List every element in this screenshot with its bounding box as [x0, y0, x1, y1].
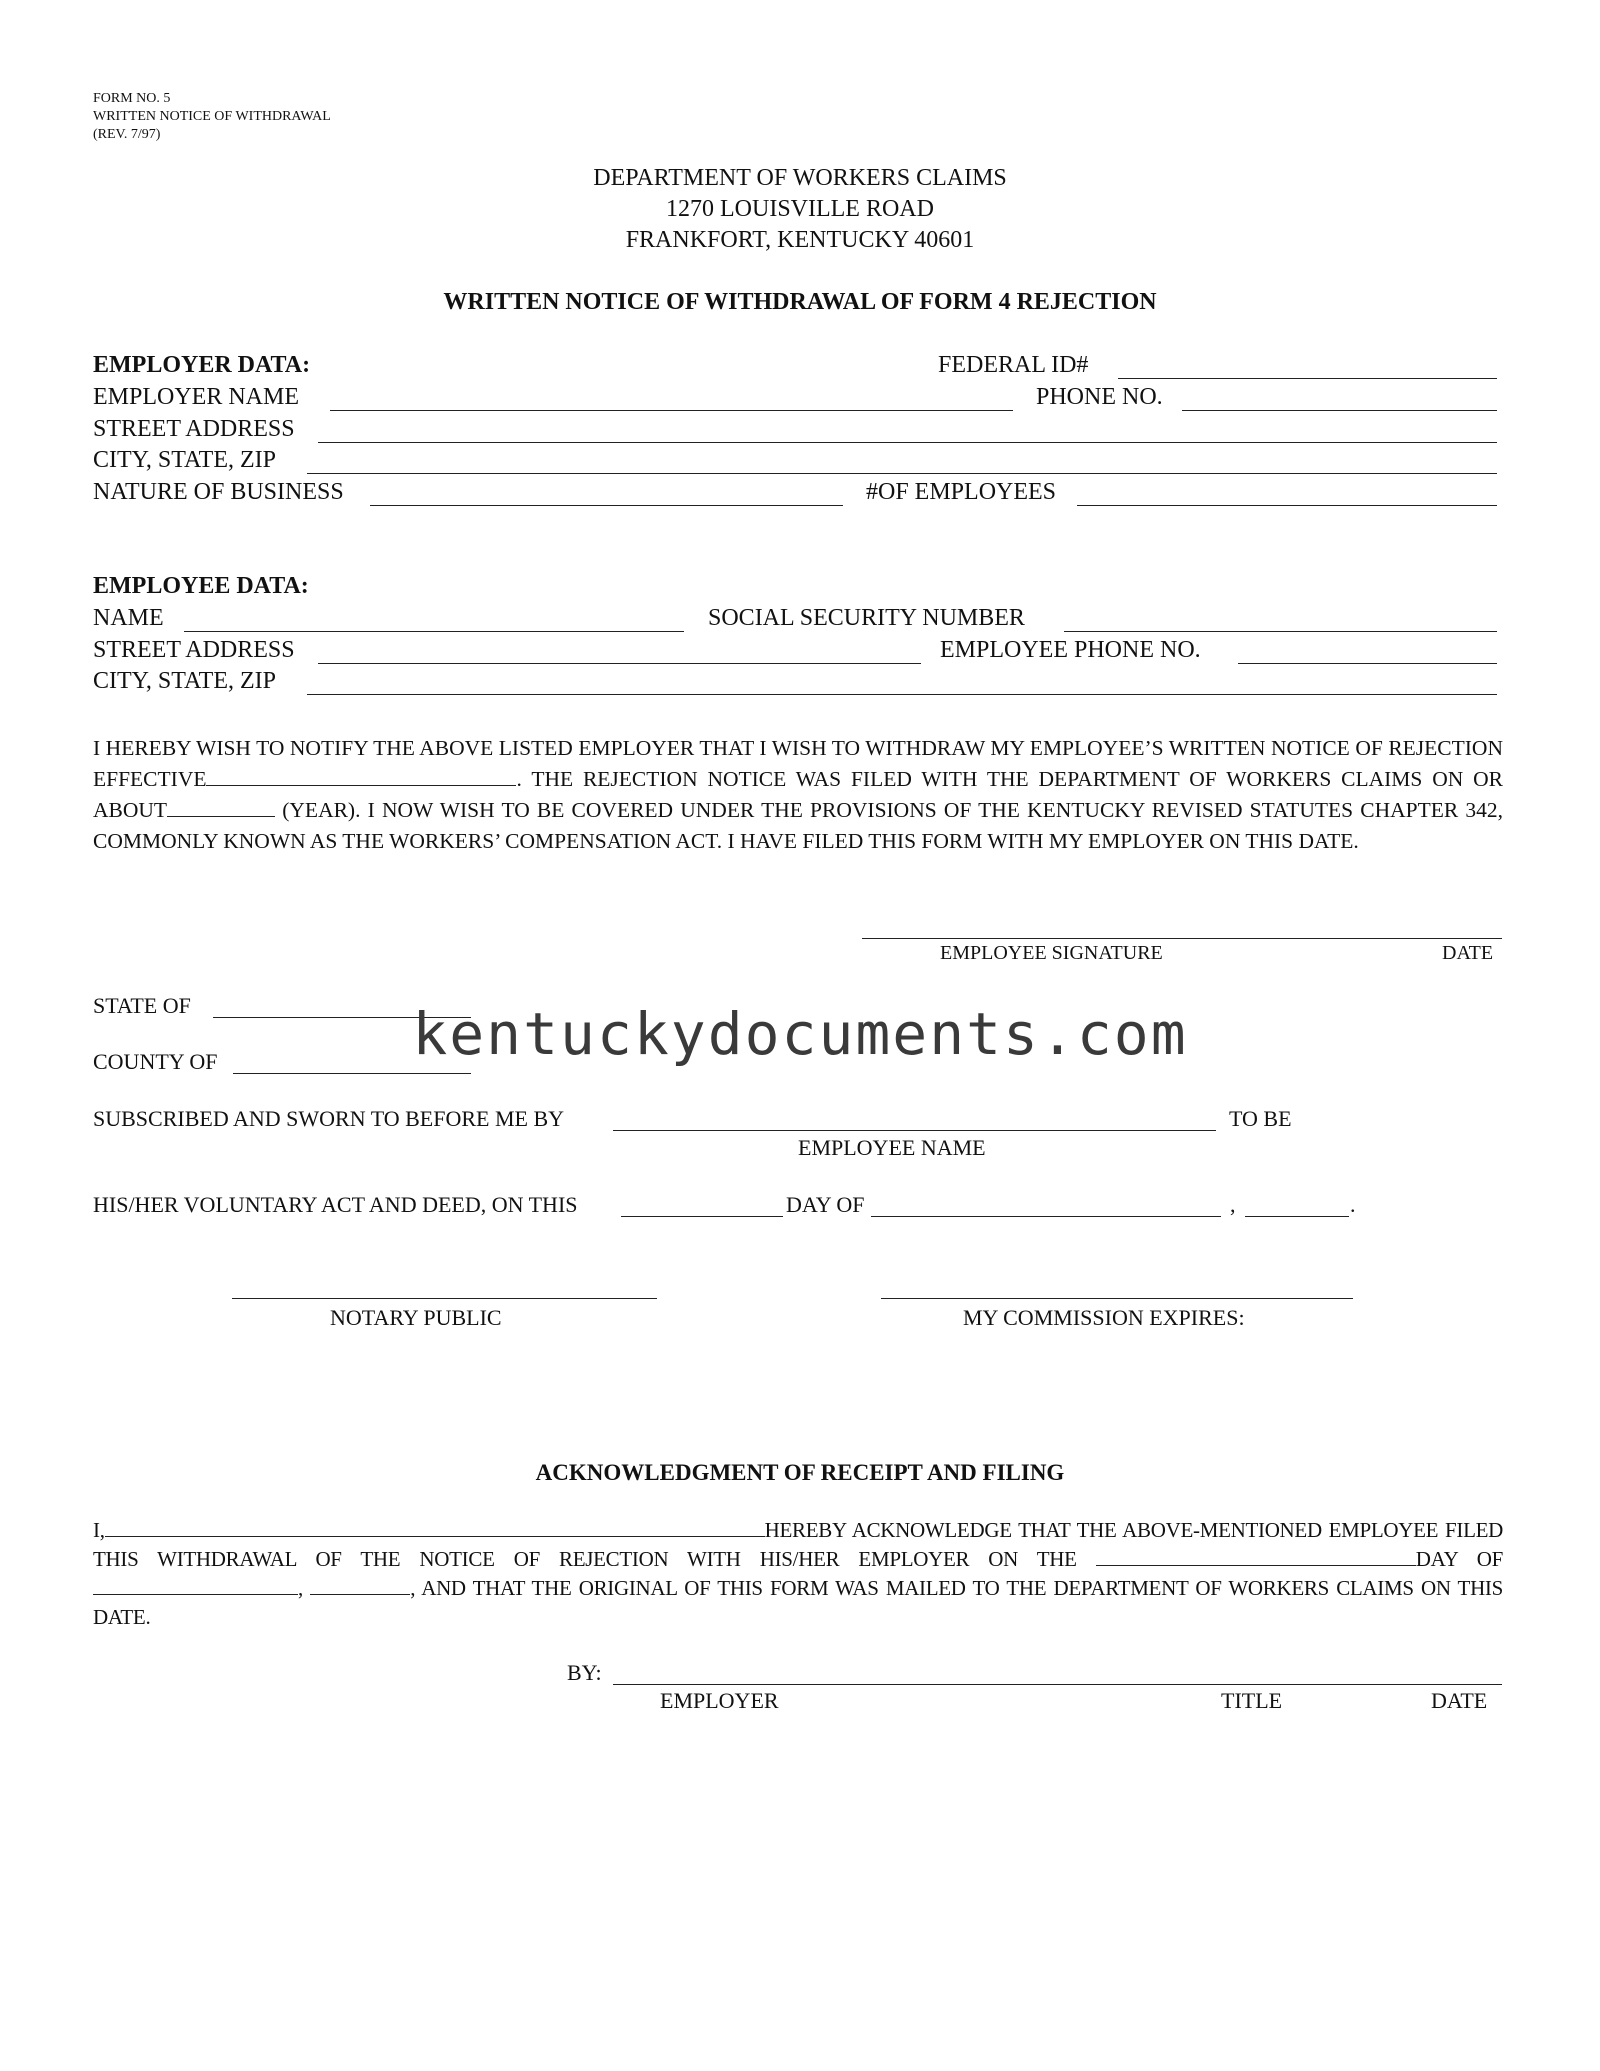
notice-part-2: . THE REJECTION NOTICE WAS FILED WITH THE DEPARTMENT OF WORKERS CLAIMS ON OR ABOUT — [93, 767, 1503, 822]
employee-phone-label: EMPLOYEE PHONE NO. — [940, 637, 1201, 663]
employee-city-field[interactable] — [307, 694, 1497, 695]
ack-comma-2: , — [410, 1576, 416, 1600]
federal-id-field[interactable] — [1118, 378, 1497, 379]
nature-of-business-label: NATURE OF BUSINESS — [93, 479, 344, 505]
ack-year-field[interactable] — [310, 1574, 410, 1595]
form-revision: (REV. 7/97) — [93, 127, 161, 142]
notary-public-caption: NOTARY PUBLIC — [330, 1305, 502, 1330]
ack-part-2: AND THAT THE ORIGINAL OF THIS FORM WAS MAILED TO THE DEPARTMENT OF WORKERS CLAIMS ON THIS DATE. — [93, 1576, 1504, 1629]
employee-count-field[interactable] — [1077, 505, 1497, 506]
employee-signature-caption: EMPLOYEE SIGNATURE — [940, 942, 1163, 964]
notice-part-1: I HEREBY WISH TO NOTIFY THE ABOVE LISTED EMPLOYER THAT I WISH TO WITHDRAW MY EMPLOYEE’S WRITTEN NOTICE OF REJECTION EFFECTIVE — [93, 736, 1503, 791]
agency-name: DEPARTMENT OF WORKERS CLAIMS — [593, 165, 1007, 191]
sworn-before-label: SUBSCRIBED AND SWORN TO BEFORE ME BY — [93, 1106, 565, 1131]
employee-city-label: CITY, STATE, ZIP — [93, 668, 276, 694]
agency-city: FRANKFORT, KENTUCKY 40601 — [625, 227, 975, 253]
effective-date-field[interactable] — [206, 765, 516, 786]
ack-day-field[interactable] — [1096, 1545, 1416, 1566]
employee-phone-field[interactable] — [1238, 663, 1497, 664]
withdrawal-notice-text — [93, 733, 1503, 857]
employee-name-caption: EMPLOYEE NAME — [798, 1135, 986, 1160]
ssn-field[interactable] — [1064, 631, 1497, 632]
ack-day-of: DAY OF — [1415, 1547, 1503, 1571]
year-field[interactable] — [1245, 1216, 1349, 1217]
county-of-label: COUNTY OF — [93, 1049, 218, 1074]
commission-expires-field[interactable] — [881, 1298, 1353, 1299]
employer-city-label: CITY, STATE, ZIP — [93, 447, 276, 473]
notary-public-signature-field[interactable] — [232, 1298, 657, 1299]
by-label: BY: — [567, 1660, 602, 1685]
employer-data-heading: EMPLOYER DATA: — [93, 352, 311, 378]
ack-i-label: I, — [93, 1518, 105, 1542]
acknowledgment-text — [93, 1516, 1503, 1632]
employer-phone-label: PHONE NO. — [1036, 384, 1163, 410]
voluntary-act-label: HIS/HER VOLUNTARY ACT AND DEED, ON THIS — [93, 1192, 578, 1217]
ack-part-1: HEREBY ACKNOWLEDGE THAT THE ABOVE-MENTIONED EMPLOYEE FILED THIS WITHDRAWAL OF THE NOTICE OF REJECTION WITH HIS/HER EMPLOYER ON THE — [93, 1518, 1503, 1571]
form-name: WRITTEN NOTICE OF WITHDRAWAL — [93, 109, 331, 124]
to-be-label: TO BE — [1229, 1106, 1292, 1131]
state-of-label: STATE OF — [93, 993, 191, 1018]
county-of-field[interactable] — [233, 1073, 471, 1074]
page-title: WRITTEN NOTICE OF WITHDRAWAL OF FORM 4 REJECTION — [443, 289, 1157, 315]
form-number: FORM NO. 5 — [93, 91, 171, 106]
ack-comma: , — [298, 1576, 303, 1600]
employee-street-label: STREET ADDRESS — [93, 637, 295, 663]
comma-separator: , — [1230, 1192, 1236, 1217]
ack-month-field[interactable] — [93, 1574, 298, 1595]
employee-name-field[interactable] — [184, 631, 684, 632]
watermark: kentuckydocuments.com — [412, 1000, 1188, 1068]
sworn-employee-name-field[interactable] — [613, 1130, 1216, 1131]
acknowledger-name-field[interactable] — [105, 1516, 765, 1537]
title-caption: TITLE — [1221, 1688, 1283, 1713]
employer-street-field[interactable] — [318, 442, 1497, 443]
employer-phone-field[interactable] — [1182, 410, 1497, 411]
federal-id-label: FEDERAL ID# — [938, 352, 1089, 378]
signature-date-caption: DATE — [1442, 942, 1494, 964]
employer-city-field[interactable] — [307, 473, 1497, 474]
notice-part-3: (YEAR). I NOW WISH TO BE COVERED UNDER THE PROVISIONS OF THE KENTUCKY REVISED STATUTES CHAPTER 342, COMMONLY KNOWN AS THE WORKERS’ COMPENSATION ACT. I HAVE FILED THIS FORM WITH MY EMPLOYER ON THIS DATE. — [93, 798, 1504, 853]
month-field[interactable] — [871, 1216, 1221, 1217]
employer-signature-field[interactable] — [613, 1684, 1502, 1685]
employee-street-field[interactable] — [318, 663, 921, 664]
ack-date-caption: DATE — [1431, 1688, 1488, 1713]
filed-year-field[interactable] — [167, 796, 275, 817]
day-of-label: DAY OF — [786, 1192, 865, 1217]
employee-data-heading: EMPLOYEE DATA: — [93, 573, 309, 599]
agency-street: 1270 LOUISVILLE ROAD — [666, 196, 934, 222]
employee-signature-field[interactable] — [862, 938, 1502, 939]
acknowledgment-heading: ACKNOWLEDGMENT OF RECEIPT AND FILING — [535, 1460, 1065, 1485]
employee-name-label: NAME — [93, 605, 164, 631]
employer-name-field[interactable] — [330, 410, 1013, 411]
employee-count-label: #OF EMPLOYEES — [866, 479, 1057, 505]
nature-of-business-field[interactable] — [370, 505, 843, 506]
employer-name-label: EMPLOYER NAME — [93, 384, 300, 410]
employer-street-label: STREET ADDRESS — [93, 416, 295, 442]
ssn-label: SOCIAL SECURITY NUMBER — [708, 605, 1025, 631]
day-field[interactable] — [621, 1216, 783, 1217]
commission-expires-caption: MY COMMISSION EXPIRES: — [963, 1305, 1245, 1330]
employer-caption: EMPLOYER — [660, 1688, 779, 1713]
period: . — [1350, 1192, 1356, 1217]
